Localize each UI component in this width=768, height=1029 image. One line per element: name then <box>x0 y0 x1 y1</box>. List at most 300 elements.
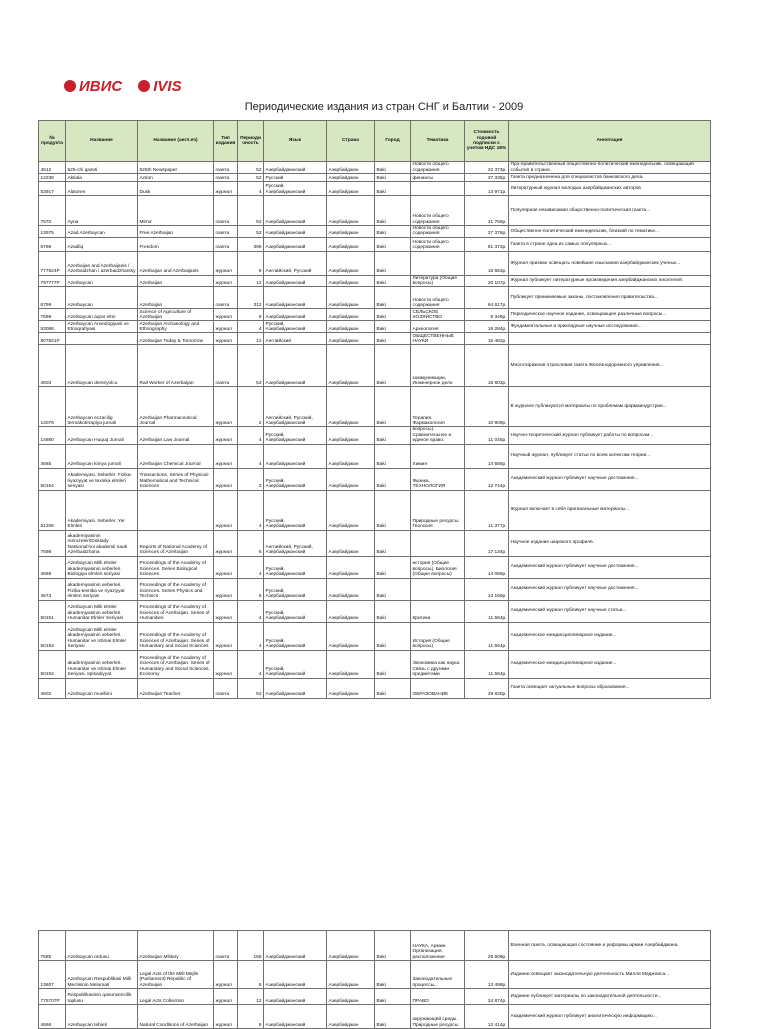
table-row <box>39 578 711 600</box>
table-row <box>39 678 711 698</box>
frequency-cell: 4 <box>238 622 264 650</box>
annotation-cell: Академический журнал публикует аналитическую информацию... <box>509 1005 711 1029</box>
annotation-cell: Научно-теоретический журнал публикует работы по вопросам... <box>509 427 711 444</box>
country-cell: Азербайджан <box>327 182 375 196</box>
catalog-table-continued <box>38 930 711 1029</box>
subject-cell: Законодательные процессы... <box>411 961 465 989</box>
title-en-cell: Proceedings of the Academy of Sciences. Series Biological Sciences <box>138 556 214 578</box>
subject-cell: Новости общего содержания <box>411 226 465 238</box>
city-cell: Baki <box>375 321 411 333</box>
type-cell: журнал <box>214 427 238 444</box>
type-cell: журнал <box>214 556 238 578</box>
title-cell: Azerbaycan Huquq Jurnali <box>66 427 138 444</box>
annotation-cell: Газета освещает актуальные вопросы образования... <box>509 678 711 698</box>
title-en-cell: Rail Worker of Azerbaijan <box>138 345 214 387</box>
price-cell: 11 564р. <box>465 650 509 678</box>
title-cell: Azerbaycan ordusu <box>66 931 138 961</box>
city-cell: Baki <box>375 345 411 387</box>
type-cell: журнал <box>214 650 238 678</box>
price-cell: 12 744р. <box>465 468 509 490</box>
country-cell: Азербайджан <box>327 309 375 321</box>
frequency-cell: 6 <box>238 578 264 600</box>
subject-cell: НАУКА, Армии. Организация, расположение <box>411 931 465 961</box>
product-id-cell: 50154 <box>39 468 66 490</box>
city-cell: Baki <box>375 468 411 490</box>
product-id-cell: 4666 <box>39 1005 66 1029</box>
type-cell: журнал <box>214 333 238 345</box>
annotation-cell: Фундаментальные и прикладные научные исследования... <box>509 321 711 333</box>
type-cell: журнал <box>214 182 238 196</box>
title-cell: Azerbaycan eczacilig termakoterapiya jurnali <box>66 387 138 427</box>
table-row <box>39 556 711 578</box>
frequency-cell: 4 <box>238 444 264 468</box>
city-cell: Baki <box>375 387 411 427</box>
type-cell: журнал <box>214 622 238 650</box>
language-cell: Азербайджанский <box>264 275 327 287</box>
title-cell: Azadliq <box>66 237 138 251</box>
title-cell: akademiyasinin xeberleri. Fizika-texnika ve riyaziyyat elmleri seriyasi <box>66 578 138 600</box>
frequency-cell: 3 <box>238 468 264 490</box>
city-cell: Baki <box>375 182 411 196</box>
language-cell: Азербайджанский <box>264 226 327 238</box>
product-id-cell: 7599 <box>39 309 66 321</box>
country-cell: Азербайджан <box>327 174 375 182</box>
country-cell: Азербайджан <box>327 275 375 287</box>
ivis-ru-logo-text: ИВИС <box>79 77 123 95</box>
type-cell: газета <box>214 931 238 961</box>
annotation-cell: Журнал публикует литературные произведения азербайджанских писателей. <box>509 275 711 287</box>
subject-cell: Природные ресурсы, Геология <box>411 490 465 530</box>
title-cell: Azerbaycan Milli elmler akademiyasinin xeberleri. Biologiya elmleri seriyasi <box>66 556 138 578</box>
country-cell: Азербайджан <box>327 600 375 622</box>
table-row <box>39 530 711 556</box>
type-cell: газета <box>214 345 238 387</box>
city-cell: Baki <box>375 1005 411 1029</box>
frequency-cell: 4 <box>238 600 264 622</box>
subject-cell: ПРАВО <box>411 989 465 1005</box>
annotation-cell: Академическое междисциплинарное издание... <box>509 622 711 650</box>
title-cell: Azerbaycan muellimi <box>66 678 138 698</box>
header-cell: Аннотация <box>509 121 711 162</box>
title-cell: Aktiala <box>66 174 138 182</box>
subject-cell: Терапия. Фармакология <box>411 387 465 427</box>
type-cell: журнал <box>214 600 238 622</box>
price-cell: 9 346р. <box>465 309 509 321</box>
title-en-cell: Azerbaijan <box>138 275 214 287</box>
title-en-cell: Science of Agriculture of Azerbaijan <box>138 309 214 321</box>
language-cell: Азербайджанский <box>264 931 327 961</box>
product-id-cell: 53088 <box>39 321 66 333</box>
language-cell: Русский, Азербайджанский <box>264 600 327 622</box>
language-cell: Азербайджанский <box>264 678 327 698</box>
frequency-cell: 6 <box>238 1005 264 1029</box>
title-en-cell: Action <box>138 174 214 182</box>
title-en-cell: Free Azerbaijan <box>138 226 214 238</box>
frequency-cell: 4 <box>238 650 264 678</box>
price-cell: 16 803р. <box>465 345 509 387</box>
table-row <box>39 287 711 309</box>
country-cell: Азербайджан <box>327 578 375 600</box>
annotation-cell: Популярная независимая общественно-политическая газета... <box>509 196 711 226</box>
type-cell: газета <box>214 237 238 251</box>
price-cell: 12 414р. <box>465 1005 509 1029</box>
table-row <box>39 650 711 678</box>
title-en-cell: Proceedings of the Academy of Sciences of Azerbaijan. Series of Humanitary and Social Sciences <box>138 622 214 650</box>
country-cell: Азербайджан <box>327 961 375 989</box>
table-row <box>39 427 711 444</box>
table-row <box>39 333 711 345</box>
ivis-mark-icon <box>64 80 76 92</box>
language-cell: Азербайджанский <box>264 162 327 174</box>
title-cell: Azerbaycan aqrar elmi <box>66 309 138 321</box>
annotation-cell: Научное издание широкого профиля. <box>509 530 711 556</box>
price-cell: 22 373р. <box>465 162 509 174</box>
title-cell: Azerbaycan Milli elmler akademiyasinin xeberleri. Humanitar ve Ictimai Elmler Seriyasi <box>66 622 138 650</box>
table-row <box>39 196 711 226</box>
table-row <box>39 251 711 275</box>
annotation-cell: Журнал призван освещать новейшие изыскания азербайджанских ученых... <box>509 251 711 275</box>
product-id-cell: 4612 <box>39 162 66 174</box>
logo-group <box>64 75 182 97</box>
table-row <box>39 174 711 182</box>
language-cell: Русский, Азербайджанский <box>264 468 327 490</box>
city-cell: Baki <box>375 427 411 444</box>
country-cell: Азербайджан <box>327 678 375 698</box>
language-cell: Русский, Азербайджанский <box>264 622 327 650</box>
title-en-cell: Azerbaijan Military <box>138 931 214 961</box>
city-cell: Baki <box>375 444 411 468</box>
city-cell: Baki <box>375 237 411 251</box>
annotation-cell: Про-правительственный общественно-политический еженедельник, освещающий события в стране. <box>509 162 711 174</box>
type-cell: журнал <box>214 387 238 427</box>
subject-cell: Археология <box>411 321 465 333</box>
document-title: Периодические издания из стран СНГ и Балтии - 2009 <box>244 101 524 113</box>
type-cell: газета <box>214 196 238 226</box>
frequency-cell: 4 <box>238 182 264 196</box>
frequency-cell: 12 <box>238 989 264 1005</box>
title-cell: akademiyasinin meruzeleri/Doklady Natsional'noi akademii nauk Azerbaidzhana <box>66 530 138 556</box>
city-cell: Baki <box>375 309 411 321</box>
product-id-cell: 50151 <box>39 600 66 622</box>
product-id-cell: 6799 <box>39 287 66 309</box>
table-row <box>39 237 711 251</box>
header-cell: № продукта <box>39 121 66 162</box>
language-cell: Азербайджанский <box>264 989 327 1005</box>
price-cell: 13 499р. <box>465 961 509 989</box>
country-cell: Азербайджан <box>327 321 375 333</box>
table-row <box>39 490 711 530</box>
title-en-cell: Proceedings of the Academy of Sciences of Azerbaijan. Series of Humanities <box>138 600 214 622</box>
country-cell: Азербайджан <box>327 931 375 961</box>
price-cell: 64 617р. <box>465 287 509 309</box>
title-cell: 525-chi qazeti <box>66 162 138 174</box>
title-cell: Azerbaycan Respublikasi Milli Meclisinin Melumati <box>66 961 138 989</box>
subject-cell: Новости общего содержания <box>411 196 465 226</box>
subject-cell: коммуникации, Инженерное дело <box>411 345 465 387</box>
subject-cell: Химия <box>411 444 465 468</box>
frequency-cell: 52 <box>238 345 264 387</box>
country-cell: Азербайджан <box>327 237 375 251</box>
language-cell: Английский, Русский, Азербайджанский <box>264 387 327 427</box>
language-cell: Азербайджанский <box>264 1005 327 1029</box>
city-cell: Baki <box>375 226 411 238</box>
table-row <box>39 182 711 196</box>
title-en-cell: Azerbaijan <box>138 287 214 309</box>
subject-cell <box>411 251 465 275</box>
title-cell: Ayna <box>66 196 138 226</box>
product-id-cell: 13975 <box>39 226 66 238</box>
title-cell: Akademiyasi. Xeberler. Yer Elmleri <box>66 490 138 530</box>
frequency-cell: 6 <box>238 251 264 275</box>
language-cell: Азербайджанский <box>264 444 327 468</box>
subject-cell <box>411 578 465 600</box>
type-cell: журнал <box>214 578 238 600</box>
frequency-cell: 52 <box>238 162 264 174</box>
ivis-en-logo-text: IVIS <box>153 77 182 95</box>
title-en-cell: Azerbaijan Today & Tomorrow <box>138 333 214 345</box>
product-id-cell: 807821P <box>39 333 66 345</box>
header-cell: Название <box>66 121 138 162</box>
product-id-cell: 4673 <box>39 578 66 600</box>
title-cell: Azerbaycan Milli elmler akademiyasinin xeberleri. Humanitar Elmler Seriyasi <box>66 600 138 622</box>
language-cell: Азербайджанский <box>264 287 327 309</box>
type-cell: журнал <box>214 321 238 333</box>
country-cell: Азербайджан <box>327 622 375 650</box>
title-cell: Azerbaijan and Azerbaijanis / Azerbaidzhan i azerbaidzhantsy <box>66 251 138 275</box>
price-cell: 11 045р. <box>465 427 509 444</box>
price-cell: 29 830р. <box>465 678 509 698</box>
annotation-cell <box>509 333 711 345</box>
price-cell: 11 377р. <box>465 490 509 530</box>
type-cell: журнал <box>214 275 238 287</box>
city-cell: Baki <box>375 961 411 989</box>
price-cell: 15 482р. <box>465 333 509 345</box>
price-cell: 14 585р. <box>465 444 509 468</box>
table-row <box>39 444 711 468</box>
product-id-cell: 53917 <box>39 182 66 196</box>
frequency-cell: 4 <box>238 490 264 530</box>
country-cell: Азербайджан <box>327 989 375 1005</box>
ivis-mark-icon <box>138 80 150 92</box>
header-cell: Тематика <box>411 121 465 162</box>
type-cell: журнал <box>214 989 238 1005</box>
title-cell: akademiyasinin xeberleri. Humanitar ve Ictimai Elmler Seriyasi. Iqtisadiyyat <box>66 650 138 678</box>
product-id-cell: 4665 <box>39 444 66 468</box>
catalog-table <box>38 120 711 699</box>
title-en-cell: 525th Newspaper <box>138 162 214 174</box>
country-cell: Азербайджан <box>327 650 375 678</box>
type-cell: журнал <box>214 251 238 275</box>
product-id-cell: 7585 <box>39 931 66 961</box>
title-cell: Alatoren <box>66 182 138 196</box>
city-cell: Baki <box>375 287 411 309</box>
price-cell: 37 335р. <box>465 174 509 182</box>
type-cell: журнал <box>214 444 238 468</box>
annotation-cell: Академический журнал публикует научные достижения... <box>509 578 711 600</box>
table-row <box>39 275 711 287</box>
city-cell: Baki <box>375 622 411 650</box>
city-cell: Baki <box>375 490 411 530</box>
title-cell: Azerbaycan tebieti <box>66 1005 138 1029</box>
annotation-cell: Академический журнал публикует научные статьи... <box>509 600 711 622</box>
country-cell: Азербайджан <box>327 196 375 226</box>
language-cell: Русский, Азербайджанский <box>264 578 327 600</box>
subject-cell: Новости общего содержания <box>411 162 465 174</box>
title-en-cell: Azerbaijan Law Journal <box>138 427 214 444</box>
header-cell: Страна <box>327 121 375 162</box>
title-en-cell: Legal Acts of the Milli Mejlis (Parliament) Republic of Azerbaijan <box>138 961 214 989</box>
type-cell: журнал <box>214 468 238 490</box>
table-row <box>39 622 711 650</box>
annotation-cell: Академический журнал публикует научные достижения... <box>509 468 711 490</box>
country-cell: Азербайджан <box>327 226 375 238</box>
annotation-cell: Многотиражная отраслевая газета Железнодорожного управления... <box>509 345 711 387</box>
subject-cell: финансы <box>411 174 465 182</box>
price-cell: 81 373р. <box>465 237 509 251</box>
type-cell: журнал <box>214 309 238 321</box>
language-cell: Русский, Азербайджанский <box>264 650 327 678</box>
annotation-cell: Журнал включает в себя оригинальные материалы... <box>509 490 711 530</box>
title-cell: Azerbaycan Arxeologiyasi ve Etnoqrafiyasi <box>66 321 138 333</box>
title-en-cell: Azerbaijan Teacher <box>138 678 214 698</box>
country-cell: Азербайджан <box>327 468 375 490</box>
subject-cell: ОБРАЗОВАНИЕ <box>411 678 465 698</box>
language-cell: Азербайджанский <box>264 961 327 989</box>
header-cell: Язык <box>264 121 327 162</box>
price-cell: 10 809р. <box>465 387 509 427</box>
subject-cell: ОБЩЕСТВЕННЫЕ НАУКИ <box>411 333 465 345</box>
annotation-cell: Газета предназначена для специалистов банковского дела. <box>509 174 711 182</box>
annotation-cell: Общественно-политический еженедельник, близкий по тематике... <box>509 226 711 238</box>
frequency-cell: 6 <box>238 961 264 989</box>
country-cell: Азербайджан <box>327 345 375 387</box>
price-cell: 11 564р. <box>465 622 509 650</box>
subject-cell: Литература (Общие вопросы) <box>411 275 465 287</box>
city-cell: Baki <box>375 931 411 961</box>
subject-cell <box>411 182 465 196</box>
price-cell: 13 971р. <box>465 182 509 196</box>
city-cell: Baki <box>375 678 411 698</box>
language-cell: Русский <box>264 174 327 182</box>
table-row <box>39 989 711 1005</box>
price-cell: 11 564р. <box>465 600 509 622</box>
title-en-cell: Natural Conditions of Azerbaijan <box>138 1005 214 1029</box>
title-en-cell: Proceedings of the Academy of Sciences of Azerbaijan. Series of Humanitary and Social Sciences. Economy <box>138 650 214 678</box>
title-cell: Azad Azerbaycan <box>66 226 138 238</box>
language-cell: Азербайджанский <box>264 345 327 387</box>
title-en-cell: Mirror <box>138 196 214 226</box>
subject-cell: Критика <box>411 600 465 622</box>
header-cell: Стоимость годовой подписки с учетом НДС 18% <box>465 121 509 162</box>
product-id-cell: 4668 <box>39 556 66 578</box>
frequency-cell: 52 <box>238 196 264 226</box>
subject-cell: Экономика как наука. Связь с другими предметами <box>411 650 465 678</box>
table-row <box>39 309 711 321</box>
type-cell: журнал <box>214 1005 238 1029</box>
annotation-cell: Военная газета, освещающая состояние и реформы армии Азербайджана. <box>509 931 711 961</box>
city-cell: Baki <box>375 174 411 182</box>
country-cell: Азербайджан <box>327 333 375 345</box>
table-row <box>39 468 711 490</box>
frequency-cell: 4 <box>238 321 264 333</box>
table-row <box>39 345 711 387</box>
frequency-cell: 52 <box>238 174 264 182</box>
city-cell: Baki <box>375 578 411 600</box>
country-cell: Азербайджан <box>327 287 375 309</box>
city-cell: Baki <box>375 530 411 556</box>
title-en-cell: Reports of National Academy of Sciences of Azerbaijan <box>138 530 214 556</box>
country-cell: Азербайджан <box>327 387 375 427</box>
frequency-cell: 168 <box>238 931 264 961</box>
title-en-cell: Azerbaijan Chemical Journal <box>138 444 214 468</box>
title-en-cell: Azerbaijan and Azerbaijanis <box>138 251 214 275</box>
type-cell: газета <box>214 174 238 182</box>
country-cell: Азербайджан <box>327 251 375 275</box>
frequency-cell: 2 <box>238 387 264 427</box>
title-cell: Azerbaycan demiryolcu <box>66 345 138 387</box>
annotation-cell: Издание публикует материалы по законодательной деятельности... <box>509 989 711 1005</box>
frequency-cell: 52 <box>238 226 264 238</box>
frequency-cell: 396 <box>238 237 264 251</box>
city-cell: Baki <box>375 989 411 1005</box>
title-en-cell <box>138 490 214 530</box>
header-cell: Тип издания <box>214 121 238 162</box>
product-id-cell: 50152 <box>39 650 66 678</box>
annotation-cell: Литературный журнал молодых азербайджанских авторов <box>509 182 711 196</box>
city-cell: Baki <box>375 275 411 287</box>
subject-cell: вопросы). Сравнительное и единое право. <box>411 427 465 444</box>
annotation-cell: Издание освещает законодательную деятельность Милли Меджлиса... <box>509 961 711 989</box>
city-cell: Baki <box>375 251 411 275</box>
language-cell: Азербайджанский <box>264 309 327 321</box>
city-cell: Baki <box>375 556 411 578</box>
header-cell: Название (англ.яз) <box>138 121 214 162</box>
type-cell: журнал <box>214 530 238 556</box>
title-cell: Azerbaycan <box>66 275 138 287</box>
type-cell: газета <box>214 287 238 309</box>
city-cell: Baki <box>375 162 411 174</box>
language-cell: Английский, Русский, Азербайджанский <box>264 530 327 556</box>
frequency-cell: 12 <box>238 333 264 345</box>
frequency-cell: 12 <box>238 275 264 287</box>
title-en-cell: Azerbaijan Archaeology and Ethnography <box>138 321 214 333</box>
price-cell: 28 509р. <box>465 931 509 961</box>
table-row <box>39 931 711 961</box>
table-row <box>39 162 711 174</box>
product-id-cell: 12238 <box>39 174 66 182</box>
language-cell: Английский <box>264 333 327 345</box>
title-cell: Azerbaycan <box>66 287 138 309</box>
subject-cell: История (Общие вопросы) <box>411 622 465 650</box>
table-row <box>39 600 711 622</box>
city-cell: Baki <box>375 196 411 226</box>
frequency-cell: 6 <box>238 309 264 321</box>
product-id-cell: 13607 <box>39 961 66 989</box>
frequency-cell: 52 <box>238 678 264 698</box>
city-cell: Baki <box>375 650 411 678</box>
country-cell: Азербайджан <box>327 427 375 444</box>
product-id-cell: 797777P <box>39 275 66 287</box>
country-cell: Азербайджан <box>327 1005 375 1029</box>
annotation-cell: Академический журнал публикует научные достижения... <box>509 556 711 578</box>
frequency-cell: 4 <box>238 556 264 578</box>
type-cell: журнал <box>214 490 238 530</box>
ivis-ru-logo <box>64 78 122 95</box>
country-cell: Азербайджан <box>327 490 375 530</box>
price-cell: 13 169р. <box>465 578 509 600</box>
annotation-cell: Публикует принимаемые законы, постановления правительства... <box>509 287 711 309</box>
language-cell: Русский, Азербайджанский <box>264 490 327 530</box>
